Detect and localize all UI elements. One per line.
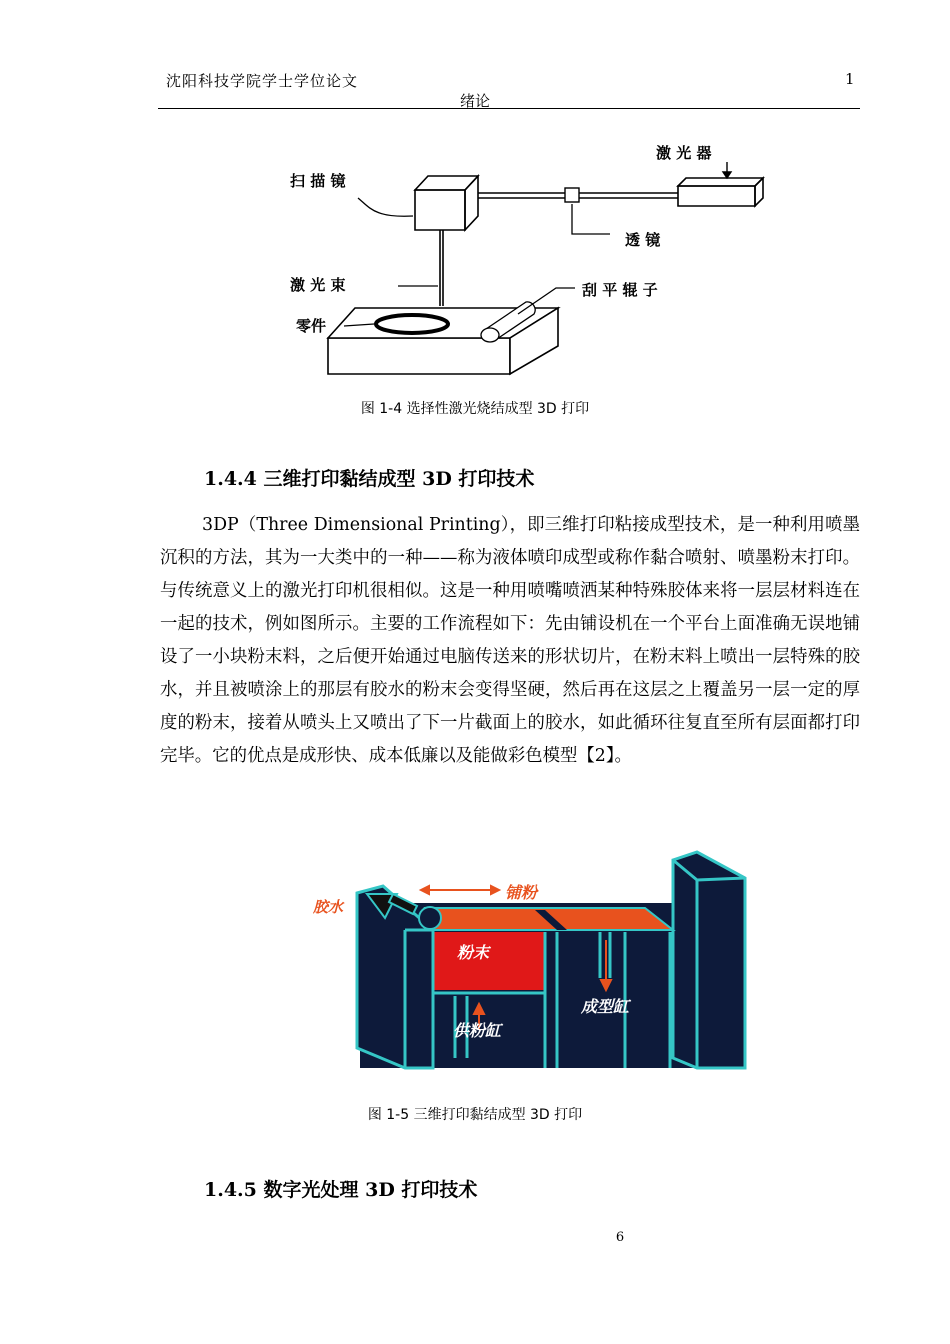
- section-144-heading: 1.4.4 三维打印黏结成型 3D 打印技术: [204, 468, 535, 490]
- label-forming-tank: 成型缸: [581, 997, 630, 1016]
- lens-shape: [565, 188, 579, 202]
- section-144-body: [160, 509, 860, 773]
- label-glue: 胶水: [313, 898, 344, 916]
- section-144-paragraph: 3DP（Three Dimensional Printing），即三维打印粘接成型技术，是一种利用喷墨沉积的方法，其为一大类中的一种——称为液体喷印成型或称作黏合喷射、喷墨粉末打印。与传统意义上的激光打印机很相似。这是一种用喷嘴喷洒某种特殊胶体来将一层层材料连在一起的技术，例如图所示。主要的工作流程如下：先由铺设机在一个平台上面准确无误地铺设了一小块粉末料，之后便开始通过电脑传送来的形状切片，在粉末料上喷出一层特殊的胶水，并且被喷涂上的那层有胶水的粉末会变得坚硬，然后再在这层之上覆盖另一层一定的厚度的粉末，接着从喷头上又喷出了下一片截面上的胶水，如此循环往复直至所有层面都打印完毕。它的优点是成形快、成本低廉以及能做彩色模型【2】。: [160, 515, 860, 766]
- laser-arrow: [723, 162, 731, 178]
- right-wall: [673, 852, 745, 1068]
- figure5-caption: 图 1-5 三维打印黏结成型 3D 打印: [367, 1107, 583, 1123]
- figure-sls-diagram: [280, 138, 770, 378]
- header-rule: [158, 108, 860, 109]
- header-school-title: 沈阳科技学院学士学位论文: [166, 72, 359, 90]
- label-powder: 粉末: [457, 943, 490, 962]
- header-chapter: 绪论: [459, 92, 490, 110]
- label-beam: 激 光 束: [290, 276, 346, 294]
- label-laser: 激 光 器: [656, 144, 712, 162]
- lens-pointer: [572, 204, 610, 234]
- page-number: 6: [615, 1230, 625, 1245]
- label-spread: 铺粉: [505, 883, 538, 902]
- figure4-caption: 图 1-4 选择性激光烧结成型 3D 打印: [360, 401, 590, 417]
- section-145-heading: 1.4.5 数字光处理 3D 打印技术: [204, 1179, 478, 1201]
- scanner-pointer: [358, 198, 413, 216]
- label-lens: 透 镜: [625, 231, 661, 249]
- label-scanner: 扫 描 镜: [290, 172, 346, 190]
- beam-line: [440, 230, 443, 306]
- spread-arrow: [421, 886, 499, 894]
- header-number: 1: [845, 70, 855, 88]
- label-roller: 刮 平 辊 子: [582, 281, 658, 299]
- figure-3dp-diagram: [305, 848, 750, 1070]
- laser-device: [678, 178, 763, 206]
- spread-roller: [419, 907, 441, 929]
- label-supply-tank: 供粉缸: [453, 1021, 502, 1040]
- scanner-box: [415, 176, 478, 230]
- label-part: 零件: [296, 317, 327, 335]
